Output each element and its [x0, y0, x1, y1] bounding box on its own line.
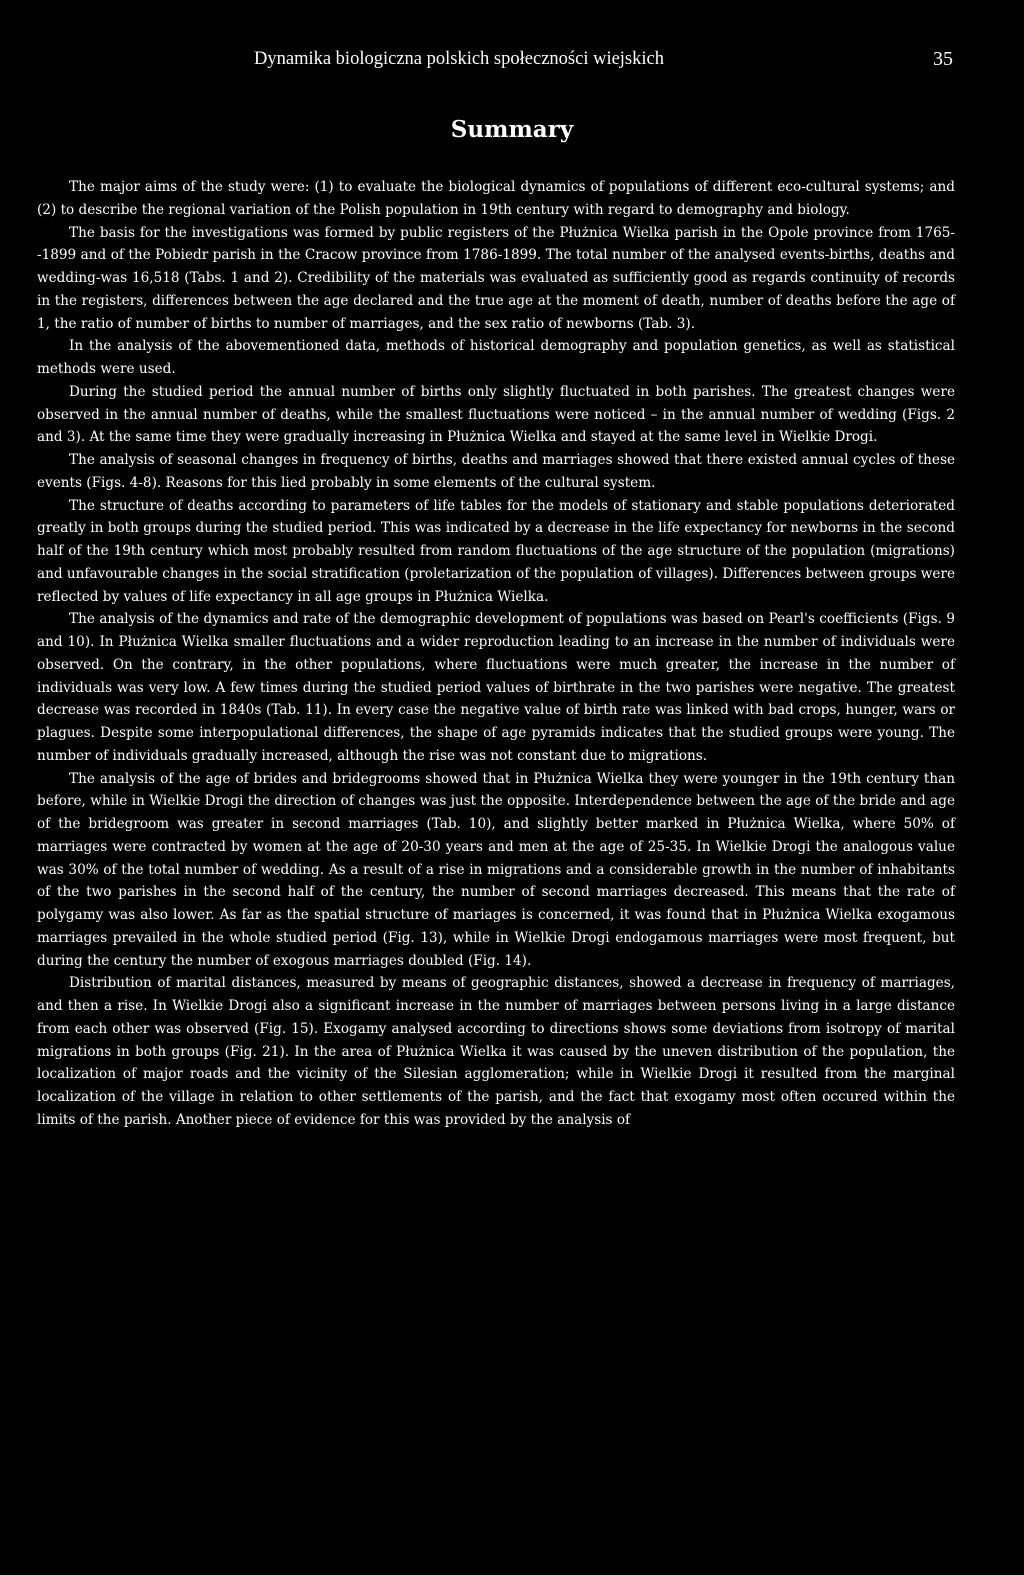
paragraph-aims: The major aims of the study were: (1) to evaluate the biological dynamics of populations of different eco-cultural systems; and (2) to describe the regional variation of the Polish population in 19th century with regard to demography and biology. — [37, 179, 955, 218]
running-title: Dynamika biologiczna polskich społeczności wiejskich — [254, 49, 664, 69]
paragraph-death-structure: The structure of deaths according to parameters of life tables for the models of stationary and stable populations deteriorated greatly in both groups during the studied period. This was indicated by a decrease in the life expectancy for newborns in the second half of the 19th century which most probably resulted from random fluctuations of the age structure of the population (migrations) and unfavourable changes in the social stratification (proletarization of the population of villages). Differences between groups were reflected by values of life expectancy in all age groups in Płużnica Wielka. — [37, 497, 955, 605]
paragraph-materials: The basis for the investigations was formed by public registers of the Płużnica Wielka parish in the Opole province from 1765--1899 and of the Pobiedr parish in the Cracow province from 1786-1899. The total number of the analysed events-births, deaths and wedding-was 16,518 (Tabs. 1 and 2). Credibility of the materials was evaluated as sufficiently good as regards continuity of records in the registers, differences between the age declared and the true age at the moment of death, number of deaths before the age of 1, the ratio of number of births to number of marriages, and the sex ratio of newborns (Tab. 3). — [37, 224, 955, 332]
section-title: Summary — [450, 116, 574, 143]
paragraph-marital-distances: Distribution of marital distances, measured by means of geographic distances, showed a decrease in frequency of marriages, and then a rise. In Wielkie Drogi also a significant increase in the number of marriages between persons living in a large distance from each other was observed (Fig. 15). Exogamy analysed according to directions shows some deviations from isotropy of marital migrations in both groups (Fig. 21). In the area of Płużnica Wielka it was caused by the uneven distribution of the population, the localization of major roads and the vicinity of the Silesian agglomeration; while in Wielkie Drogi it resulted from the marginal localization of the village in relation to other settlements of the parish, and the fact that exogamy most often occured within the limits of the parish. Another piece of evidence for this was provided by the analysis of — [37, 975, 955, 1128]
paragraph-annual-events: During the studied period the annual number of births only slightly fluctuated in both parishes. The greatest changes were observed in the annual number of deaths, while the smallest fluctuations were noticed – in the annual number of wedding (Figs. 2 and 3). At the same time they were gradually increasing in Płużnica Wielka and stayed at the same level in Wielkie Drogi. — [37, 383, 955, 446]
paragraph-methods: In the analysis of the abovementioned data, methods of historical demography and population genetics, as well as statistical methods were used. — [37, 338, 955, 377]
paragraph-seasonal-changes: The analysis of seasonal changes in frequency of births, deaths and marriages showed that there existed annual cycles of these events (Figs. 4-8). Reasons for this lied probably in some elements of the cultural system. — [37, 452, 955, 491]
running-head — [0, 46, 1024, 72]
paragraph-demographic-development: The analysis of the dynamics and rate of the demographic development of populations was based on Pearl's coefficients (Figs. 9 and 10). In Płużnica Wielka smaller fluctuations and a wider reproduction leading to an increase in the number of individuals were observed. On the contrary, in the other populations, where fluctuations were much greater, the increase in the number of individuals was very low. A few times during the studied period values of birthrate in the two parishes were negative. The greatest decrease was recorded in 1840s (Tab. 11). In every case the negative value of birth rate was linked with bad crops, hunger, wars or plagues. Despite some interpopulational differences, the shape of age pyramids indicates that the studied groups were young. The number of individuals gradually increased, although the rise was not constant due to migrations. — [37, 611, 955, 764]
page-number: 35 — [933, 48, 953, 70]
paragraph-marriage-age: The analysis of the age of brides and bridegrooms showed that in Płużnica Wielka they were younger in the 19th century than before, while in Wielkie Drogi the direction of changes was just the opposite. Interdependence between the age of the bride and age of the bridegroom was greater in second marriages (Tab. 10), and slightly better marked in Płużnica Wielka, where 50% of marriages were contracted by women at the age of 20-30 years and men at the age of 25-35. In Wielkie Drogi the analogous value was 30% of the total number of wedding. As a result of a rise in migrations and a considerable growth in the number of inhabitants of the two parishes in the second half of the century, the number of second marriages decreased. This means that the rate of polygamy was also lower. As far as the spatial structure of mariages is concerned, it was found that in Płużnica Wielka exogamous marriages prevailed in the whole studied period (Fig. 13), while in Wielkie Drogi endogamous marriages were most frequent, but during the century the number of exogous marriages doubled (Fig. 14). — [37, 770, 955, 969]
summary-body — [37, 176, 955, 1132]
